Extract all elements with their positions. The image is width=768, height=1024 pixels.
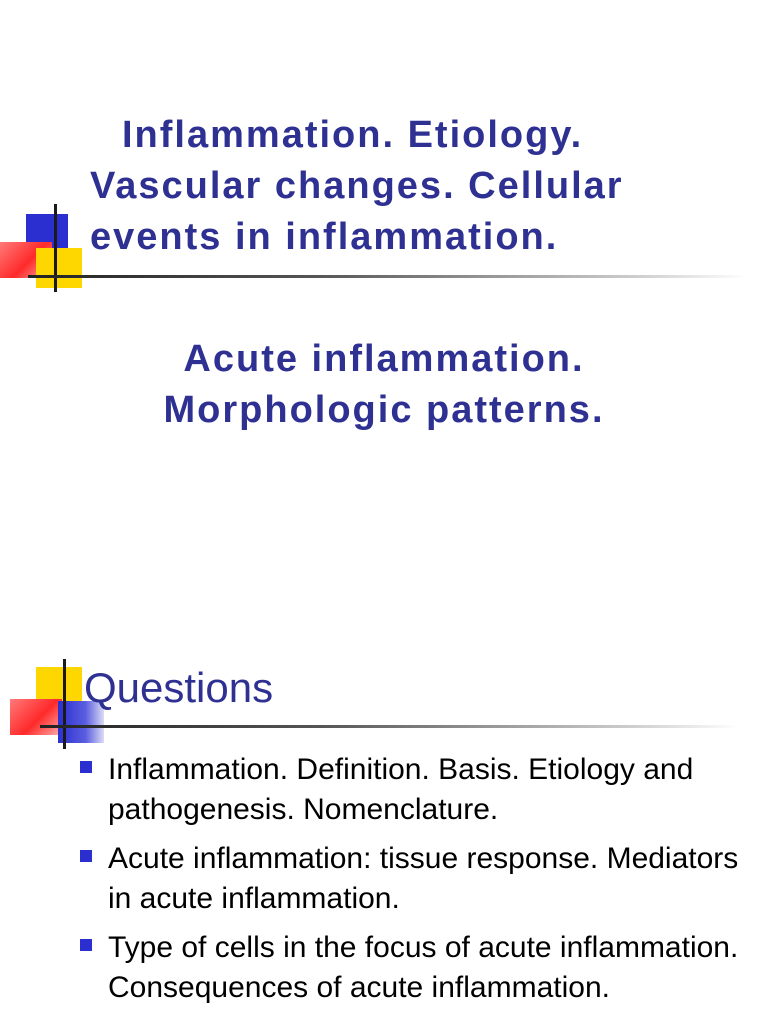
list-item-text: Type of cells in the focus of acute inflammation. Consequences of acute inflammation.: [108, 931, 739, 1004]
square-bullet-icon: [80, 761, 92, 773]
yellow-square: [36, 248, 82, 288]
square-bullet-icon: [80, 939, 92, 951]
list-item: [78, 839, 758, 919]
slide-questions: [0, 512, 768, 1024]
vertical-line: [54, 204, 57, 292]
title-line-2: Vascular changes. Cellular: [90, 165, 624, 207]
questions-heading: Questions: [84, 664, 274, 711]
list-item-text: Acute inflammation: tissue response. Mediators in acute inflammation.: [108, 842, 739, 915]
list-item-text: Inflammation. Definition. Basis. Etiology and pathogenesis. Nomenclature.: [108, 753, 694, 826]
list-item: [78, 750, 758, 830]
subtitle-line-2: Morphologic patterns.: [163, 389, 605, 431]
title-line-1: Inflammation. Etiology.: [122, 114, 584, 156]
heading-divider: [40, 725, 740, 728]
title-divider: [28, 275, 748, 278]
square-bullet-icon: [80, 850, 92, 862]
red-square: [10, 699, 62, 735]
questions-list: [78, 750, 758, 1017]
slide-subtitle: [0, 334, 768, 436]
subtitle-line-1: Acute inflammation.: [183, 338, 585, 380]
vertical-line: [63, 659, 66, 749]
slide-title-text: [90, 110, 750, 263]
title-line-3: events in inflammation.: [90, 216, 559, 258]
list-item: [78, 928, 758, 1008]
